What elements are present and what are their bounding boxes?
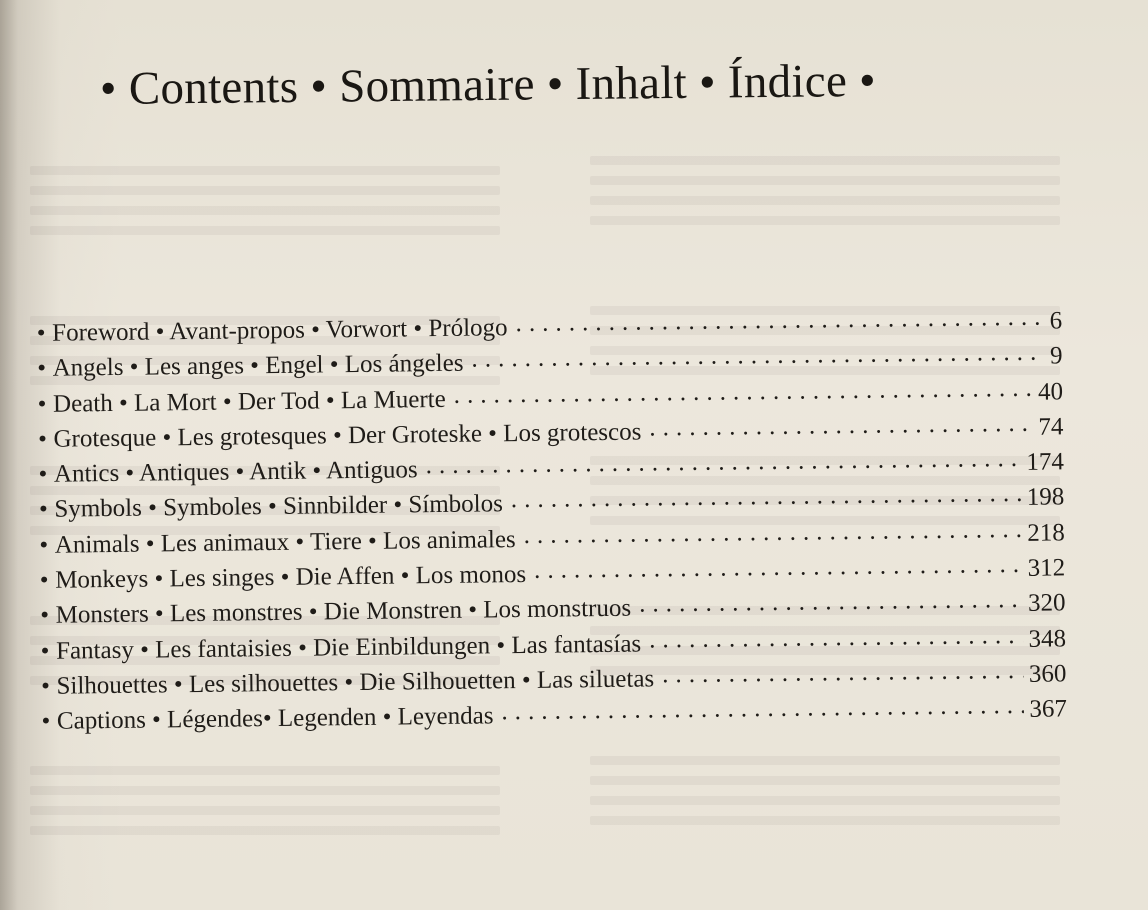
dot-leader — [662, 657, 1023, 686]
bullet-icon: • — [41, 708, 51, 736]
toc-entry-label: Monkeys • Les singes • Die Affen • Los monos — [55, 561, 527, 594]
bullet-icon: • — [38, 496, 48, 524]
dot-leader — [511, 480, 1021, 511]
dot-leader — [501, 692, 1023, 723]
toc-entry-label: Animals • Les animaux • Tiere • Los animales — [54, 525, 516, 559]
bullet-icon: • — [39, 566, 49, 594]
bullet-icon: • — [37, 390, 47, 418]
toc-page-number: 6 — [1049, 307, 1063, 335]
toc-entry-label: Foreword • Avant-propos • Vorwort • Prólogo — [52, 314, 508, 347]
toc-entry-label: Fantasy • Les fantaisies • Die Einbildungen • Las fantasías — [55, 630, 642, 665]
toc-entry-label: Captions • Légendes• Legenden • Leyendas — [56, 702, 494, 735]
toc-entry-label: Death • La Mort • Der Tod • La Muerte — [52, 385, 446, 418]
toc-page-number: 174 — [1026, 448, 1065, 477]
toc-entry-label: Grotesque • Les grotesques • Der Groteske • Los grotescos — [53, 418, 642, 453]
toc-entry-label: Symbols • Symboles • Sinnbilder • Símbolos — [54, 490, 504, 524]
bullet-icon: • — [40, 672, 51, 700]
bullet-icon: • — [40, 637, 50, 665]
toc-page-number: 367 — [1029, 695, 1068, 724]
table-of-contents — [30, 303, 1067, 739]
dot-leader — [649, 410, 1032, 440]
toc-page-number: 348 — [1028, 625, 1067, 653]
toc-page-number: 40 — [1037, 377, 1064, 406]
page-title: • Contents • Sommaire • Inhalt • Índice • — [99, 54, 877, 115]
dot-leader — [523, 516, 1021, 547]
toc-entry-label: Angels • Les anges • Engel • Los ángeles — [52, 350, 464, 383]
toc-page-number: 320 — [1027, 589, 1066, 618]
bullet-icon: • — [40, 602, 50, 630]
toc-page-number: 312 — [1027, 554, 1066, 582]
bullet-icon: • — [37, 425, 48, 453]
toc-page-number: 360 — [1028, 660, 1067, 688]
bullet-icon: • — [37, 355, 47, 383]
bullet-icon: • — [38, 460, 48, 489]
toc-entry-label: Silhouettes • Les silhouettes • Die Silhouetten • Las siluetas — [56, 665, 655, 700]
toc-page-number: 218 — [1027, 519, 1065, 547]
toc-entry-label: Antics • Antiques • Antik • Antiguos — [53, 456, 418, 488]
toc-page-number: 9 — [1049, 342, 1063, 370]
dot-leader — [534, 551, 1022, 582]
bullet-icon: • — [36, 319, 46, 347]
dot-leader — [515, 304, 1043, 335]
dot-leader — [639, 586, 1022, 616]
dot-leader — [649, 622, 1023, 652]
bullet-icon: • — [39, 531, 49, 559]
toc-page-number: 74 — [1038, 413, 1064, 441]
toc-entry-label: Monsters • Les monstres • Die Monstren • Los monstruos — [55, 595, 632, 630]
toc-page-number: 198 — [1026, 483, 1065, 512]
